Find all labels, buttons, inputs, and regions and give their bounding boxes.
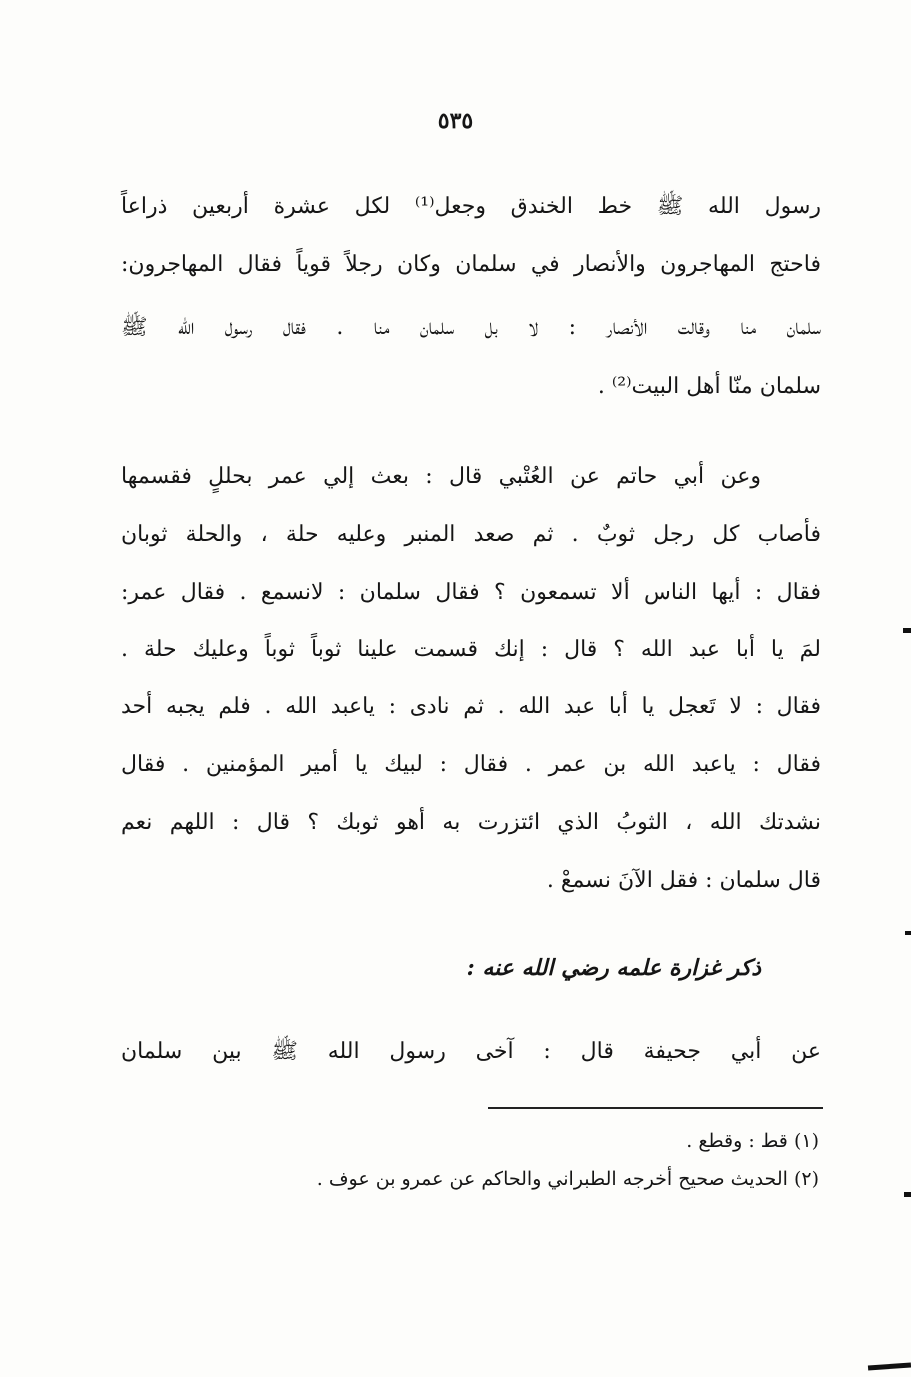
paragraph-1-line-3: سلمان منا وقالت الأنصار : لا بل سلمان منا . فقال رسول الله ﷺ xyxy=(121,315,821,340)
scan-edge-mark xyxy=(868,1363,911,1371)
footnote-1-marker: (١) xyxy=(793,1130,819,1152)
section-first-line: عن أبي جحيفة قال : آخى رسول الله ﷺ بين سلمان xyxy=(121,1039,821,1064)
section-heading: ذكر غزارة علمه رضي الله عنه : xyxy=(466,955,761,981)
paragraph-1-line-2: فاحتج المهاجرون والأنصار في سلمان وكان رجلاً قوياً فقال المهاجرون: xyxy=(121,252,821,277)
page-number: ٥٣٥ xyxy=(437,108,474,134)
footnote-2 xyxy=(199,1168,819,1190)
scan-edge-mark xyxy=(905,931,911,935)
paragraph-2-line-3: فقال : أيها الناس ألا تسمعون ؟ فقال سلمان : لانسمع . فقال عمر: xyxy=(121,580,821,605)
paragraph-2-line-8: قال سلمان : فقل الآنَ نسمعْ . xyxy=(546,868,821,893)
footnote-1 xyxy=(199,1130,819,1152)
paragraph-1-line-4: سلمان منّا أهل البيت⁽²⁾ . xyxy=(597,374,821,399)
scan-edge-mark xyxy=(903,628,911,633)
paragraph-1-line-1: رسول الله ﷺ خط الخندق وجعل⁽¹⁾ لكل عشرة أربعين ذراعاً xyxy=(121,194,822,219)
footnote-separator xyxy=(488,1107,823,1109)
paragraph-2-line-5: فقال : لا تَعجل يا أبا عبد الله . ثم نادى : ياعبد الله . فلم يجبه أحد xyxy=(121,694,821,719)
paragraph-2-line-4: لمَ يا أبا عبد الله ؟ قال : إنك قسمت علينا ثوباً ثوباً وعليك حلة . xyxy=(121,637,821,662)
paragraph-2-line-2: فأصاب كل رجل ثوبٌ . ثم صعد المنبر وعليه حلة ، والحلة ثوبان xyxy=(121,522,821,547)
paragraph-2-line-6: فقال : ياعبد الله بن عمر . فقال : لبيك يا أمير المؤمنين . فقال xyxy=(121,752,821,777)
paragraph-2-line-1: وعن أبي حاتم عن العُتْبي قال : بعث إلي عمر بحللٍ فقسمها xyxy=(121,464,761,489)
paragraph-2-line-7: نشدتك الله ، الثوبُ الذي ائتزرت به أهو ثوبك ؟ قال : اللهم نعم xyxy=(121,810,821,835)
footnote-2-text: الحديث صحيح أخرجه الطبراني والحاكم عن عمرو بن عوف . xyxy=(316,1168,788,1190)
footnote-2-marker: (٢) xyxy=(793,1168,819,1190)
footnote-1-text: قط : وقطع . xyxy=(686,1130,788,1152)
scan-edge-mark xyxy=(904,1192,911,1197)
